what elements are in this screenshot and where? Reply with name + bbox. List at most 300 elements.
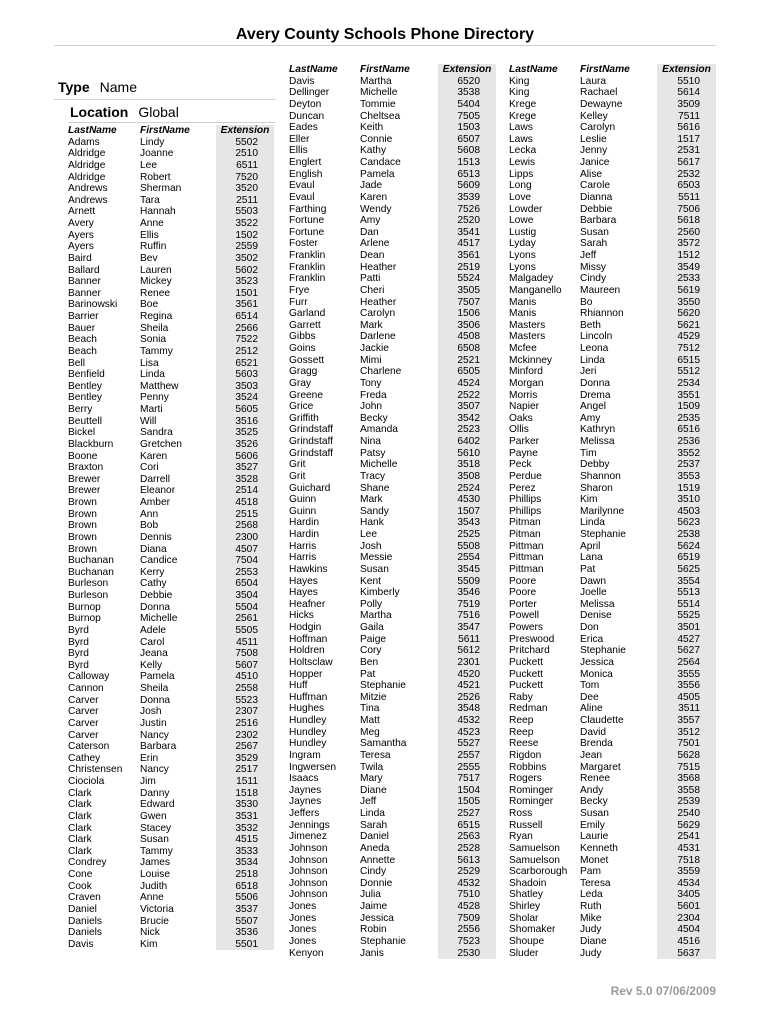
first-name-cell: Maureen	[580, 284, 621, 296]
extension-cell: 5601	[657, 901, 716, 913]
extension-cell: 5623	[657, 517, 716, 529]
table-row	[507, 820, 716, 832]
first-name-cell: Jaime	[360, 901, 388, 912]
header-lastname: LastName	[68, 125, 117, 136]
extension-cell: 1512	[657, 250, 716, 262]
header-extension: Extension	[216, 125, 274, 137]
first-name-cell: Nancy	[140, 729, 169, 741]
table-row	[66, 904, 274, 916]
last-name-cell: Peck	[509, 459, 532, 471]
last-name-cell: Hayes	[289, 587, 318, 599]
first-name-cell: Pat	[580, 563, 596, 575]
first-name-cell: Kathy	[360, 145, 387, 157]
first-name-cell: Cindy	[360, 866, 387, 878]
extension-cell: 5514	[657, 599, 716, 611]
table-row	[287, 273, 496, 285]
extension-cell: 2520	[438, 215, 496, 227]
extension-cell: 2514	[216, 485, 274, 497]
extension-cell: 2510	[216, 148, 274, 160]
last-name-cell: Porter	[509, 598, 537, 610]
extension-cell: 1505	[438, 796, 496, 808]
last-name-cell: Clark	[68, 799, 92, 811]
first-name-cell: Bev	[140, 252, 158, 264]
first-name-cell: Cindy	[580, 273, 607, 285]
last-name-cell: Englert	[289, 157, 322, 168]
extension-cell: 7504	[216, 555, 274, 567]
first-name-cell: Mary	[360, 773, 383, 785]
first-name-cell: Mark	[360, 494, 383, 506]
last-name-cell: Cathey	[68, 752, 101, 764]
last-name-cell: Dellinger	[289, 87, 330, 99]
extension-cell: 3518	[438, 459, 496, 471]
table-row	[507, 378, 716, 390]
extension-cell: 2516	[216, 718, 274, 730]
table-row	[287, 180, 496, 192]
table-row	[287, 436, 496, 448]
last-name-cell: Reep	[509, 715, 534, 726]
last-name-cell: Furr	[289, 296, 308, 308]
first-name-cell: Linda	[580, 517, 605, 529]
table-row	[287, 773, 496, 785]
table-row	[66, 788, 274, 800]
table-row	[287, 215, 496, 227]
last-name-cell: Parker	[509, 436, 540, 447]
table-row	[287, 692, 496, 704]
last-name-cell: Goins	[289, 343, 316, 354]
first-name-cell: Barbara	[140, 741, 177, 753]
last-name-cell: Morgan	[509, 377, 544, 389]
table-row	[66, 602, 274, 614]
first-name-cell: Nick	[140, 927, 160, 939]
table-row	[66, 578, 274, 590]
extension-cell: 2555	[438, 762, 496, 774]
table-row	[66, 485, 274, 497]
last-name-cell: Bickel	[68, 427, 96, 439]
extension-cell: 7518	[657, 855, 716, 867]
table-row	[287, 936, 496, 948]
first-name-cell: Mickey	[140, 276, 172, 288]
table-row	[287, 924, 496, 936]
table-row	[287, 355, 496, 367]
extension-cell: 4529	[657, 331, 716, 343]
extension-cell: 4521	[438, 680, 496, 692]
first-name-cell: Sandra	[140, 427, 173, 439]
header-firstname: FirstName	[580, 64, 630, 75]
extension-cell: 3505	[438, 285, 496, 297]
last-name-cell: Andrews	[68, 183, 108, 195]
header-row	[287, 64, 496, 76]
extension-cell: 2528	[438, 843, 496, 855]
last-name-cell: Beuttell	[68, 415, 102, 427]
first-name-cell: Robin	[360, 924, 387, 936]
extension-cell: 3508	[438, 471, 496, 483]
extension-cell: 6508	[438, 343, 496, 355]
table-row	[507, 273, 716, 285]
first-name-cell: Mike	[580, 912, 602, 924]
extension-cell: 3516	[216, 416, 274, 428]
first-name-cell: Mark	[360, 319, 383, 331]
table-row	[507, 889, 716, 901]
table-row	[287, 285, 496, 297]
table-row	[287, 541, 496, 553]
table-row	[287, 529, 496, 541]
first-name-cell: Becky	[580, 796, 608, 808]
first-name-cell: Dewayne	[580, 98, 623, 110]
table-row	[66, 648, 274, 660]
first-name-cell: Amy	[580, 412, 601, 424]
first-name-cell: Linda	[140, 369, 165, 381]
last-name-cell: Harris	[289, 540, 317, 552]
first-name-cell: Carol	[140, 636, 165, 648]
last-name-cell: Manis	[509, 308, 537, 320]
last-name-cell: Franklin	[289, 273, 326, 285]
table-row	[287, 552, 496, 564]
last-name-cell: Banner	[68, 287, 101, 299]
table-row	[507, 448, 716, 460]
last-name-cell: Rogers	[509, 773, 542, 785]
first-name-cell: Laura	[580, 75, 607, 87]
extension-cell: 2553	[216, 567, 274, 579]
first-name-cell: Stephanie	[360, 680, 406, 692]
extension-cell: 5507	[216, 916, 274, 928]
table-row	[287, 111, 496, 123]
first-name-cell: Kim	[580, 494, 598, 506]
header-row	[507, 64, 716, 76]
last-name-cell: Oaks	[509, 412, 533, 424]
last-name-cell: Berry	[68, 404, 93, 415]
first-name-cell: Judy	[580, 924, 602, 936]
first-name-cell: Diane	[360, 784, 387, 796]
table-row	[66, 625, 274, 637]
last-name-cell: Manganello	[509, 284, 562, 296]
extension-cell: 4534	[657, 878, 716, 890]
table-row	[287, 76, 496, 88]
last-name-cell: Lowe	[509, 215, 534, 227]
first-name-cell: Sandy	[360, 505, 389, 517]
last-name-cell: Shomaker	[509, 924, 556, 936]
extension-cell: 3510	[657, 494, 716, 506]
table-row	[66, 823, 274, 835]
extension-cell: 6516	[657, 424, 716, 436]
extension-cell: 1519	[657, 483, 716, 495]
first-name-cell: Janice	[580, 157, 610, 168]
extension-cell: 2515	[216, 509, 274, 521]
first-name-cell: Tim	[580, 447, 597, 459]
table-row	[66, 706, 274, 718]
extension-cell: 2538	[657, 529, 716, 541]
title-divider	[54, 45, 716, 46]
last-name-cell: Hodgin	[289, 622, 322, 633]
extension-cell: 3558	[657, 785, 716, 797]
table-row	[66, 637, 274, 649]
first-name-cell: Debbie	[580, 203, 613, 215]
extension-cell: 3552	[657, 448, 716, 460]
first-name-cell: Tammy	[140, 345, 173, 357]
table-row	[287, 680, 496, 692]
last-name-cell: Burnop	[68, 613, 101, 625]
extension-cell: 3503	[216, 381, 274, 393]
table-row	[287, 913, 496, 925]
first-name-cell: Leslie	[580, 133, 607, 145]
first-name-cell: Susan	[580, 226, 609, 238]
first-name-cell: Susan	[580, 808, 609, 819]
extension-cell: 1518	[216, 788, 274, 800]
extension-cell: 5624	[657, 541, 716, 553]
last-name-cell: Phillips	[509, 494, 542, 506]
extension-cell: 7505	[438, 111, 496, 123]
extension-cell: 2304	[657, 913, 716, 925]
extension-cell: 7519	[438, 599, 496, 611]
extension-cell: 6504	[216, 578, 274, 590]
first-name-cell: Judith	[140, 880, 168, 892]
first-name-cell: Leona	[580, 343, 609, 354]
first-name-cell: Robert	[140, 171, 171, 183]
first-name-cell: Barbara	[580, 215, 617, 227]
last-name-cell: Eller	[289, 133, 310, 145]
extension-cell: 3512	[657, 727, 716, 739]
first-name-cell: Karen	[140, 450, 168, 462]
last-name-cell: Puckett	[509, 656, 543, 668]
last-name-cell: Reep	[509, 726, 534, 738]
extension-cell: 2533	[657, 273, 716, 285]
last-name-cell: Guinn	[289, 505, 317, 517]
extension-cell: 7506	[657, 204, 716, 216]
last-name-cell: Ross	[509, 808, 533, 819]
table-row	[507, 843, 716, 855]
last-name-cell: Grit	[289, 459, 306, 471]
last-name-cell: Clark	[68, 810, 92, 822]
last-name-cell: Hundley	[289, 715, 327, 726]
table-row	[66, 148, 274, 160]
extension-cell: 4530	[438, 494, 496, 506]
last-name-cell: Brown	[68, 543, 97, 555]
first-name-cell: Drema	[580, 389, 611, 401]
last-name-cell: Guichard	[289, 482, 331, 494]
first-name-cell: Tom	[580, 680, 600, 692]
first-name-cell: Brenda	[580, 738, 613, 750]
last-name-cell: Evaul	[289, 191, 315, 203]
table-row	[507, 390, 716, 402]
extension-cell: 7511	[657, 111, 716, 123]
extension-cell: 2518	[216, 869, 274, 881]
first-name-cell: Lana	[580, 552, 603, 564]
first-name-cell: Mitzie	[360, 691, 387, 703]
extension-cell: 1503	[438, 122, 496, 134]
extension-cell: 3504	[216, 590, 274, 602]
first-name-cell: Adele	[140, 624, 167, 636]
table-row	[66, 497, 274, 509]
first-name-cell: Pam	[580, 866, 601, 878]
last-name-cell: Grindstaff	[289, 424, 333, 436]
table-row	[287, 657, 496, 669]
extension-cell: 5524	[438, 273, 496, 285]
directory-column-2	[287, 64, 496, 959]
first-name-cell: Dennis	[140, 531, 172, 543]
table-row	[287, 366, 496, 378]
table-row	[507, 552, 716, 564]
table-row	[287, 390, 496, 402]
table-row	[507, 517, 716, 529]
extension-cell: 6518	[216, 881, 274, 893]
extension-cell: 5611	[438, 634, 496, 646]
last-name-cell: Clark	[68, 787, 92, 799]
table-row	[507, 262, 716, 274]
extension-cell: 2531	[657, 145, 716, 157]
last-name-cell: Beach	[68, 334, 97, 346]
last-name-cell: Garrett	[289, 319, 321, 331]
table-row	[507, 645, 716, 657]
last-name-cell: Burleson	[68, 578, 109, 590]
first-name-cell: Jessica	[360, 912, 394, 924]
table-row	[287, 948, 496, 960]
last-name-cell: Brown	[68, 497, 97, 508]
last-name-cell: Gragg	[289, 366, 318, 378]
table-row	[287, 471, 496, 483]
last-name-cell: King	[509, 75, 530, 87]
extension-cell: 3507	[438, 401, 496, 413]
extension-cell: 4504	[657, 924, 716, 936]
extension-cell: 2537	[657, 459, 716, 471]
header-lastname: LastName	[509, 64, 558, 75]
extension-cell: 2517	[216, 764, 274, 776]
extension-cell: 2302	[216, 730, 274, 742]
last-name-cell: Preswood	[509, 633, 555, 645]
first-name-cell: Melissa	[580, 436, 615, 447]
last-name-cell: Hawkins	[289, 563, 328, 575]
table-row	[66, 811, 274, 823]
extension-cell: 2522	[438, 390, 496, 402]
last-name-cell: Burleson	[68, 590, 109, 601]
table-row	[287, 901, 496, 913]
first-name-cell: Danny	[140, 787, 170, 799]
extension-cell: 3509	[657, 99, 716, 111]
first-name-cell: Tina	[360, 703, 380, 715]
extension-cell: 4520	[438, 669, 496, 681]
table-row	[507, 436, 716, 448]
first-name-cell: Teresa	[580, 877, 611, 889]
table-row	[66, 718, 274, 730]
table-row	[507, 424, 716, 436]
table-row	[287, 308, 496, 320]
last-name-cell: Franklin	[289, 250, 326, 261]
table-row	[66, 881, 274, 893]
table-row	[287, 796, 496, 808]
table-row	[66, 241, 274, 253]
last-name-cell: Ballard	[68, 264, 100, 276]
last-name-cell: Pritchard	[509, 645, 550, 657]
last-name-cell: English	[289, 168, 323, 180]
table-row	[287, 424, 496, 436]
extension-cell: 2307	[216, 706, 274, 718]
table-row	[507, 587, 716, 599]
extension-cell: 3532	[216, 823, 274, 835]
table-row	[66, 753, 274, 765]
last-name-cell: Shirley	[509, 901, 541, 912]
table-row	[287, 343, 496, 355]
table-row	[287, 401, 496, 413]
extension-cell: 4524	[438, 378, 496, 390]
last-name-cell: Gray	[289, 377, 312, 389]
first-name-cell: Marilynne	[580, 505, 625, 517]
extension-cell: 3557	[657, 715, 716, 727]
extension-cell: 5608	[438, 145, 496, 157]
extension-cell: 4527	[657, 634, 716, 646]
last-name-cell: Bentley	[68, 392, 102, 404]
table-row	[66, 311, 274, 323]
extension-cell: 1504	[438, 785, 496, 797]
last-name-cell: Raby	[509, 691, 533, 703]
extension-cell: 3534	[216, 857, 274, 869]
first-name-cell: Dee	[580, 691, 599, 703]
table-row	[287, 238, 496, 250]
last-name-cell: Masters	[509, 319, 546, 331]
first-name-cell: Regina	[140, 311, 173, 322]
last-name-cell: Buchanan	[68, 566, 114, 578]
extension-cell: 4518	[216, 497, 274, 509]
first-name-cell: Jeri	[580, 366, 597, 378]
first-name-cell: Candice	[140, 555, 178, 567]
first-name-cell: Amy	[360, 215, 381, 227]
first-name-cell: Cathy	[140, 578, 167, 590]
extension-cell: 5637	[657, 948, 716, 960]
table-row	[507, 773, 716, 785]
extension-cell: 5510	[657, 76, 716, 88]
table-row	[507, 471, 716, 483]
table-row	[287, 297, 496, 309]
extension-cell: 7520	[216, 172, 274, 184]
last-name-cell: Lyday	[509, 238, 536, 250]
table-row	[66, 299, 274, 311]
extension-cell: 5605	[216, 404, 274, 416]
header-extension: Extension	[438, 64, 496, 76]
first-name-cell: Monica	[580, 668, 613, 680]
last-name-cell: Gibbs	[289, 331, 316, 343]
extension-cell: 1507	[438, 506, 496, 518]
first-name-cell: Amanda	[360, 424, 398, 436]
first-name-cell: Martha	[360, 75, 392, 87]
extension-cell: 3405	[657, 889, 716, 901]
extension-cell: 5617	[657, 157, 716, 169]
table-row	[507, 459, 716, 471]
first-name-cell: Ellis	[140, 229, 159, 241]
table-row	[66, 288, 274, 300]
last-name-cell: Grit	[289, 470, 306, 482]
table-row	[507, 483, 716, 495]
last-name-cell: Lyons	[509, 261, 536, 273]
extension-cell: 3547	[438, 622, 496, 634]
last-name-cell: Hundley	[289, 726, 327, 738]
extension-cell: 2558	[216, 683, 274, 695]
extension-cell: 6402	[438, 436, 496, 448]
extension-cell: 5625	[657, 564, 716, 576]
first-name-cell: Will	[140, 415, 157, 427]
first-name-cell: David	[580, 726, 607, 738]
last-name-cell: Samuelson	[509, 842, 560, 854]
extension-cell: 3536	[216, 927, 274, 939]
last-name-cell: Hoffman	[289, 633, 328, 645]
first-name-cell: Anne	[140, 892, 164, 904]
table-row	[507, 936, 716, 948]
last-name-cell: Byrd	[68, 648, 89, 660]
extension-cell: 2534	[657, 378, 716, 390]
last-name-cell: Hicks	[289, 610, 314, 622]
last-name-cell: Samuelson	[509, 854, 560, 866]
table-row	[287, 122, 496, 134]
location-row	[70, 104, 179, 120]
table-row	[66, 369, 274, 381]
table-row	[507, 157, 716, 169]
first-name-cell: Patsy	[360, 447, 386, 459]
